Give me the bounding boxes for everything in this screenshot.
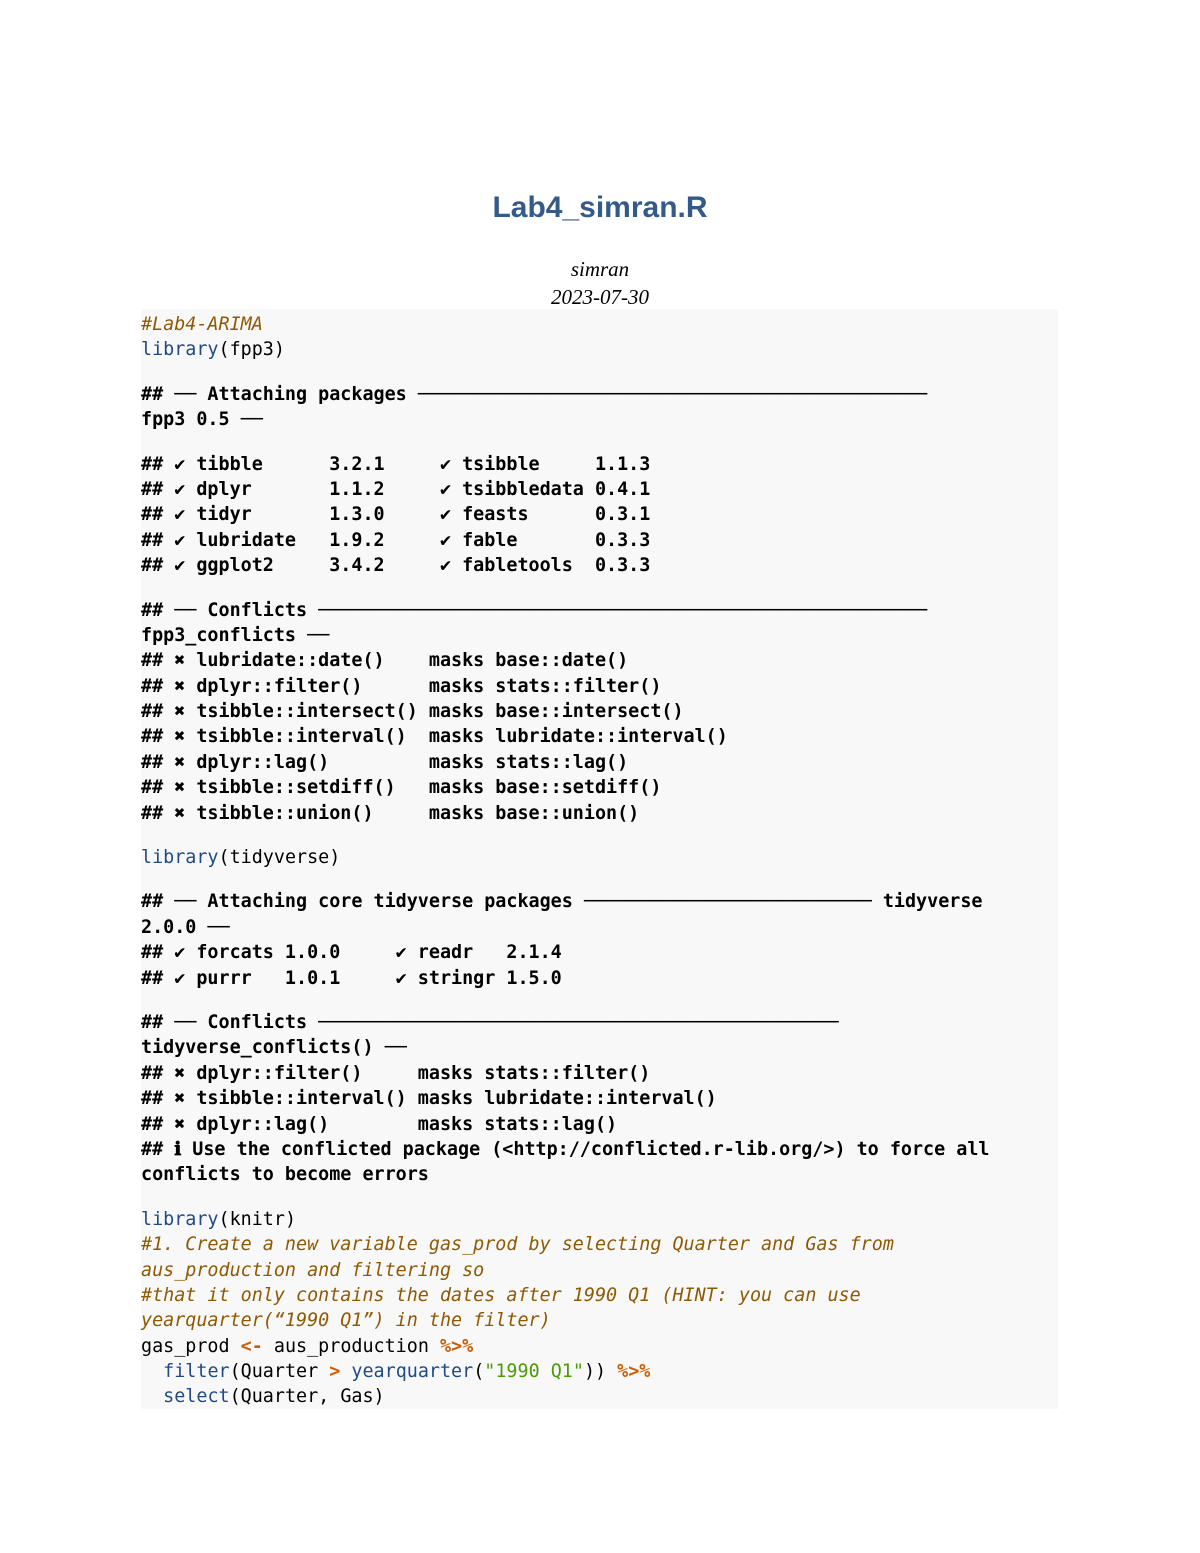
- output-line: ## ✖ tsibble::setdiff() masks base::setdiff(): [141, 777, 662, 799]
- function-args: (knitr): [218, 1208, 297, 1230]
- function-name: yearquarter: [351, 1361, 474, 1383]
- output-line: ## ── Conflicts ───────────────────────────────────────────────────────: [141, 599, 928, 621]
- indent: [141, 1386, 163, 1407]
- output-line: ## ✖ tsibble::union() masks base::union(): [141, 802, 640, 824]
- output-line: ## ✖ tsibble::interval() masks lubridate::interval(): [141, 1088, 717, 1110]
- pipe-operator: %>%: [439, 1335, 474, 1357]
- output-line: ## ✔ purrr 1.0.1 ✔ stringr 1.5.0: [141, 967, 562, 989]
- function-args: (Quarter: [229, 1361, 330, 1383]
- output-line: ## ✖ lubridate::date() masks base::date(): [141, 650, 629, 672]
- space: [340, 1361, 351, 1382]
- indent: [141, 1361, 163, 1382]
- variable-name: gas_prod: [141, 1335, 241, 1357]
- assign-operator: <-: [240, 1335, 263, 1357]
- code-block: [141, 309, 1058, 1409]
- function-name: library: [141, 339, 219, 361]
- output-line: ## ✖ dplyr::lag() masks stats::lag(): [141, 1113, 618, 1135]
- string-literal: "1990 Q1": [484, 1361, 584, 1383]
- output-line: ## ✖ dplyr::lag() masks stats::lag(): [141, 751, 629, 773]
- document-author: simran: [570, 257, 630, 281]
- function-args: (Quarter, Gas): [229, 1386, 385, 1408]
- output-line: ## ✖ dplyr::filter() masks stats::filter(): [141, 1062, 651, 1084]
- code-comment: aus_production and filtering so: [141, 1259, 485, 1281]
- output-line: ## ── Attaching packages ──────────────────────────────────────────────: [141, 383, 928, 405]
- comparison-operator: >: [329, 1361, 341, 1383]
- function-name: filter: [163, 1361, 230, 1383]
- code-comment: yearquarter(“1990 Q1”) in the filter): [141, 1310, 551, 1332]
- function-name: library: [141, 1208, 219, 1230]
- output-line: tidyverse_conflicts() ──: [141, 1037, 407, 1059]
- pipe-operator: %>%: [617, 1361, 651, 1383]
- code-comment: #that it only contains the dates after 1990 Q1 (HINT: you can use: [141, 1284, 861, 1306]
- output-line: conflicts to become errors: [141, 1164, 429, 1186]
- function-name: select: [163, 1386, 230, 1408]
- code-line-select: [141, 1384, 1053, 1409]
- dataset-name: aus_production: [262, 1335, 440, 1357]
- code-line-library-tidyverse: [141, 845, 1053, 870]
- document-title: Lab4_simran.R: [492, 191, 708, 224]
- output-line: ## ✔ ggplot2 3.4.2 ✔ fabletools 0.3.3: [141, 555, 651, 577]
- paren: )): [583, 1361, 618, 1383]
- code-line-library-knitr: [141, 1207, 1053, 1232]
- function-name: library: [141, 847, 219, 869]
- output-line: ## ✔ dplyr 1.1.2 ✔ tsibbledata 0.4.1: [141, 478, 651, 500]
- output-line: 2.0.0 ──: [141, 916, 230, 938]
- code-line-assign: [141, 1334, 1053, 1359]
- paren: (: [473, 1361, 485, 1383]
- output-line: fpp3 0.5 ──: [141, 409, 263, 431]
- output-line: ## ── Attaching core tidyverse packages ────────────────────────── tidyverse: [141, 891, 983, 913]
- function-args: (tidyverse): [218, 847, 341, 869]
- output-line: ## ✖ tsibble::intersect() masks base::intersect(): [141, 701, 684, 723]
- output-line: ## ✔ tidyr 1.3.0 ✔ feasts 0.3.1: [141, 504, 651, 526]
- output-line: ## ✔ forcats 1.0.0 ✔ readr 2.1.4: [141, 942, 562, 964]
- code-line-filter: [141, 1359, 1053, 1384]
- output-line: ## ✖ tsibble::interval() masks lubridate::interval(): [141, 726, 728, 748]
- code-comment: #1. Create a new variable gas_prod by selecting Quarter and Gas from: [141, 1234, 894, 1256]
- output-line: ## ✔ lubridate 1.9.2 ✔ fable 0.3.3: [141, 529, 651, 551]
- code-content: [141, 312, 1053, 1410]
- output-line: ## ✔ tibble 3.2.1 ✔ tsibble 1.1.3: [141, 453, 651, 475]
- document-date: 2023-07-30: [551, 285, 649, 309]
- output-line: ## ✖ dplyr::filter() masks stats::filter(): [141, 675, 662, 697]
- output-line: ## ℹ Use the conflicted package (<http://conflicted.r-lib.org/>) to force all: [141, 1138, 990, 1160]
- output-line: ## ── Conflicts ───────────────────────────────────────────────: [141, 1011, 839, 1033]
- output-line: fpp3_conflicts ──: [141, 624, 330, 646]
- code-line-library-fpp3: [141, 337, 1053, 362]
- function-args: (fpp3): [218, 339, 285, 361]
- code-comment: #Lab4-ARIMA: [141, 314, 263, 335]
